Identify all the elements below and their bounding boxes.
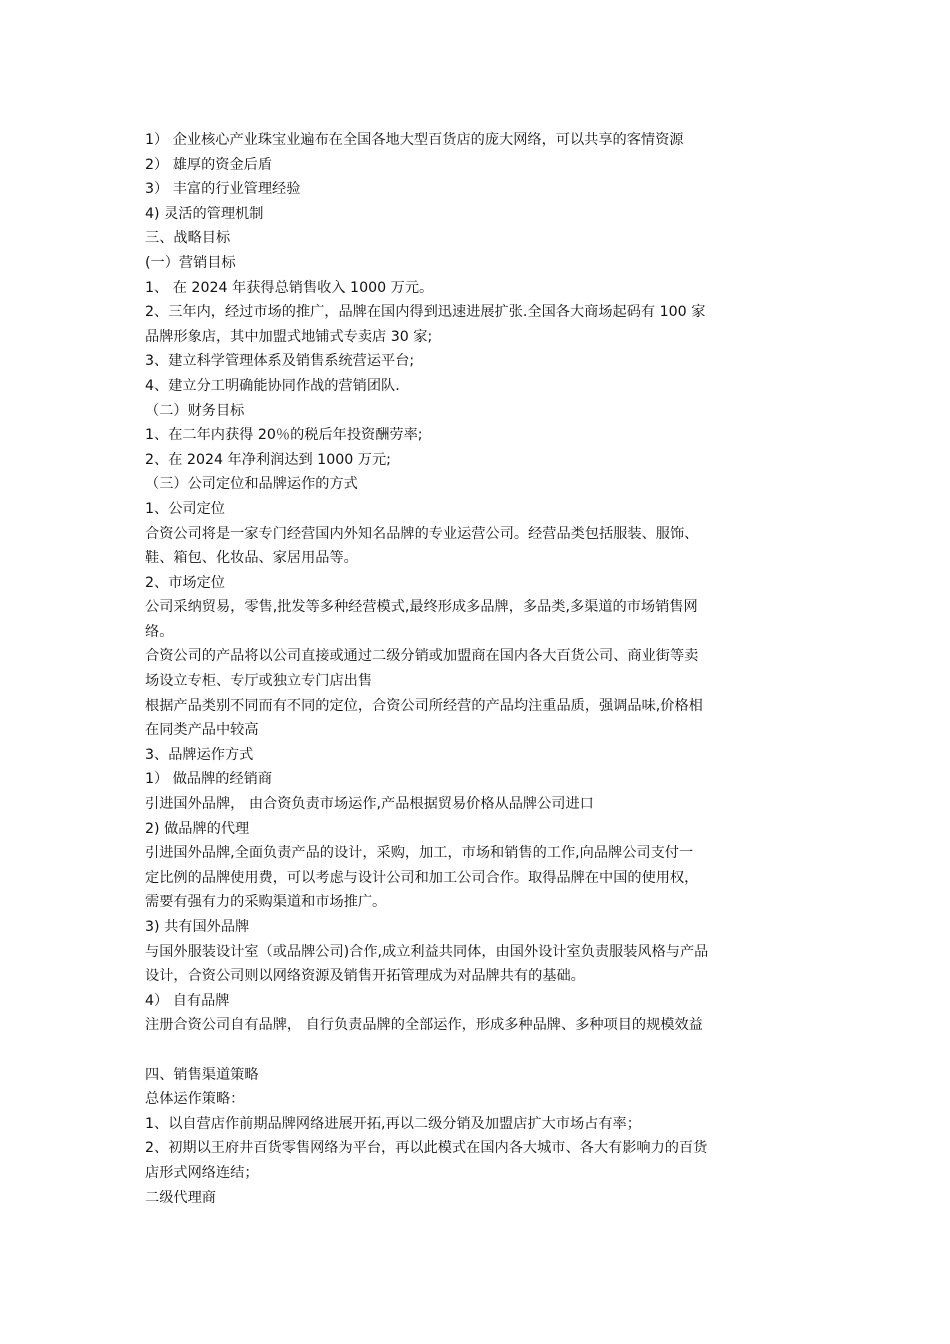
text-line: 品牌形象店，其中加盟式地铺式专卖店 30 家; (145, 328, 433, 345)
text-line: 根据产品类别不同而有不同的定位，合资公司所经营的产品均注重品质，强调品味,价格相 (145, 697, 703, 714)
text-line: 店形式网络连结； (145, 1164, 259, 1181)
text-line: 1） 企业核心产业珠宝业遍布在全国各地大型百货店的庞大网络，可以共享的客情资源 (145, 132, 684, 148)
text-line: 注册合资公司自有品牌， 自行负责品牌的全部运作，形成多种品牌、多种项目的规模效益 (145, 1017, 703, 1034)
blank-line (145, 1038, 810, 1063)
text-line: 场设立专柜、专厅或独立专门店出售 (145, 673, 373, 690)
text-line: 公司采纳贸易，零售,批发等多种经营模式,最终形成多品牌，多品类,多渠道的市场销售网 (145, 599, 698, 616)
text-line: 三、战略目标 (145, 230, 231, 247)
text-line: 3） 丰富的行业管理经验 (145, 181, 301, 198)
text-line: 3、建立科学管理体系及销售系统营运平台; (145, 353, 415, 370)
text-line: （三）公司定位和品牌运作的方式 (145, 476, 358, 493)
text-line: 1、公司定位 (145, 500, 225, 517)
text-line: 络。 (145, 623, 174, 640)
text-line: 2、三年内，经过市场的推广，品牌在国内得到迅速进展扩张.全国各大商场起码有 100 家 (145, 304, 706, 321)
text-line: 二级代理商 (145, 1189, 216, 1206)
document-page (145, 128, 810, 1210)
text-line: (一）营销目标 (145, 254, 236, 271)
text-line: 合资公司的产品将以公司直接或通过二级分销或加盟商在国内各大百货公司、商业街等卖 (145, 648, 699, 665)
text-line: 设计，合资公司则以网络资源及销售开拓管理成为对品牌共有的基础。 (145, 968, 585, 985)
text-line: 2、初期以王府井百货零售网络为平台，再以此模式在国内各大城市、各大有影响力的百货 (145, 1140, 708, 1157)
text-line: 1、 在 2024 年获得总销售收入 1000 万元。 (145, 279, 434, 296)
text-line: 2、市场定位 (145, 574, 225, 591)
text-line: 1、在二年内获得 20％的税后年投资酬劳率; (145, 427, 423, 444)
text-line: 1） 做品牌的经销商 (145, 771, 273, 788)
text-line: 与国外服装设计室（或品牌公司)合作,成立利益共同体，由国外设计室负责服装风格与产品 (145, 943, 709, 960)
text-line: 3) 共有国外品牌 (145, 919, 250, 935)
text-line: 合资公司将是一家专门经营国内外知名品牌的专业运营公司。经营品类包括服装、服饰、 (145, 525, 699, 542)
text-line: 总体运作策略： (145, 1091, 245, 1108)
text-line: 引进国外品牌,全面负责产品的设计，采购，加工，市场和销售的工作,向品牌公司支付一 (145, 845, 694, 862)
text-line: 4、建立分工明确能协同作战的营销团队. (145, 377, 400, 394)
text-line: 在同类产品中较高 (145, 722, 259, 739)
text-line: 定比例的品牌使用费，可以考虑与设计公司和加工公司合作。取得品牌在中国的使用权， (145, 869, 699, 886)
text-line: 四、销售渠道策略 (145, 1066, 259, 1083)
text-line: 3、品牌运作方式 (145, 746, 254, 763)
text-line: 2) 做品牌的代理 (145, 820, 250, 837)
text-line: 4) 灵活的管理机制 (145, 205, 264, 222)
text-line: 需要有强有力的采购渠道和市场推广。 (145, 894, 387, 911)
text-line: （二）财务目标 (145, 402, 245, 419)
text-line: 2、在 2024 年净利润达到 1000 万元; (145, 451, 391, 468)
text-line: 2） 雄厚的资金后盾 (145, 156, 273, 173)
text-line: 4） 自有品牌 (145, 992, 230, 1009)
text-line: 1、以自营店作前期品牌网络进展开拓,再以二级分销及加盟店扩大市场占有率； (145, 1115, 641, 1132)
text-line: 引进国外品牌， 由合资负责市场运作,产品根据贸易价格从品牌公司进口 (145, 796, 594, 813)
text-line: 鞋、箱包、化妆品、家居用品等。 (145, 550, 358, 567)
